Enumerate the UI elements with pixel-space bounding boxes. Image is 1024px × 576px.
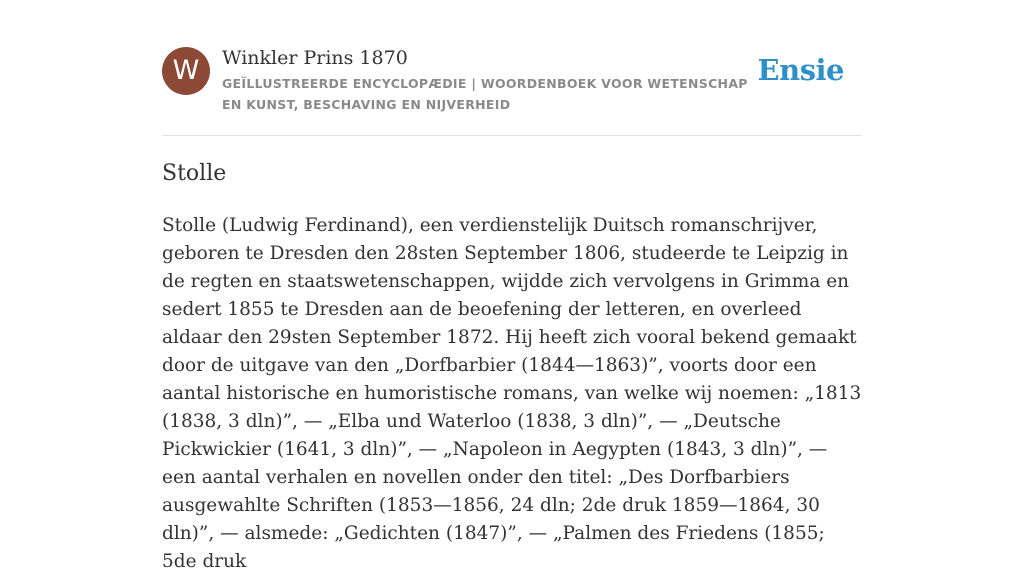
entry-body: Stolle (Ludwig Ferdinand), een verdienstelijk Duitsch romanschrijver, geboren te Dresden den 28sten September 1806, studeerde te Leipzig in de regten en staatswetenschappen, wijdde zich vervolgens in Grimma en sedert 1855 te Dresden aan de beoefening der letteren, en overleed aldaar den 29sten September 1872. Hij heeft zich vooral bekend gemaakt door de uitgave van den „Dorfbarbier (1844—1863)”, voorts door een aantal historische en humoristische romans, van welke wij noemen: „1813 (1838, 3 dln)”, — „Elba und Waterloo (1838, 3 dln)”, — „Deutsche Pickwickier (1641, 3 dln)”, — „Napoleon in Aegypten (1843, 3 dln)”, — een aantal verhalen en novellen onder den titel: „Des Dorfbarbiers ausgewahlte Schriften (1853—1856, 24 dln; 2de druk 1859—1864, 30 dln)”, — alsmede: „Gedichten (1847)”, — „Palmen des Friedens (1855; 5de druk	[162, 215, 862, 572]
source-title[interactable]: Winkler Prins 1870	[222, 47, 408, 69]
header-divider	[162, 135, 862, 136]
source-subtitle: GEÏLLUSTREERDE ENCYCLOPÆDIE | WOORDENBOEK VOOR WETENSCHAP EN KUNST, BESCHAVING EN NIJVERHEID	[222, 76, 748, 112]
source-avatar[interactable]: W	[162, 47, 210, 95]
ensie-logo[interactable]: Ensie	[757, 53, 844, 87]
entry-title: Stolle	[162, 161, 227, 186]
source-header	[162, 46, 862, 116]
